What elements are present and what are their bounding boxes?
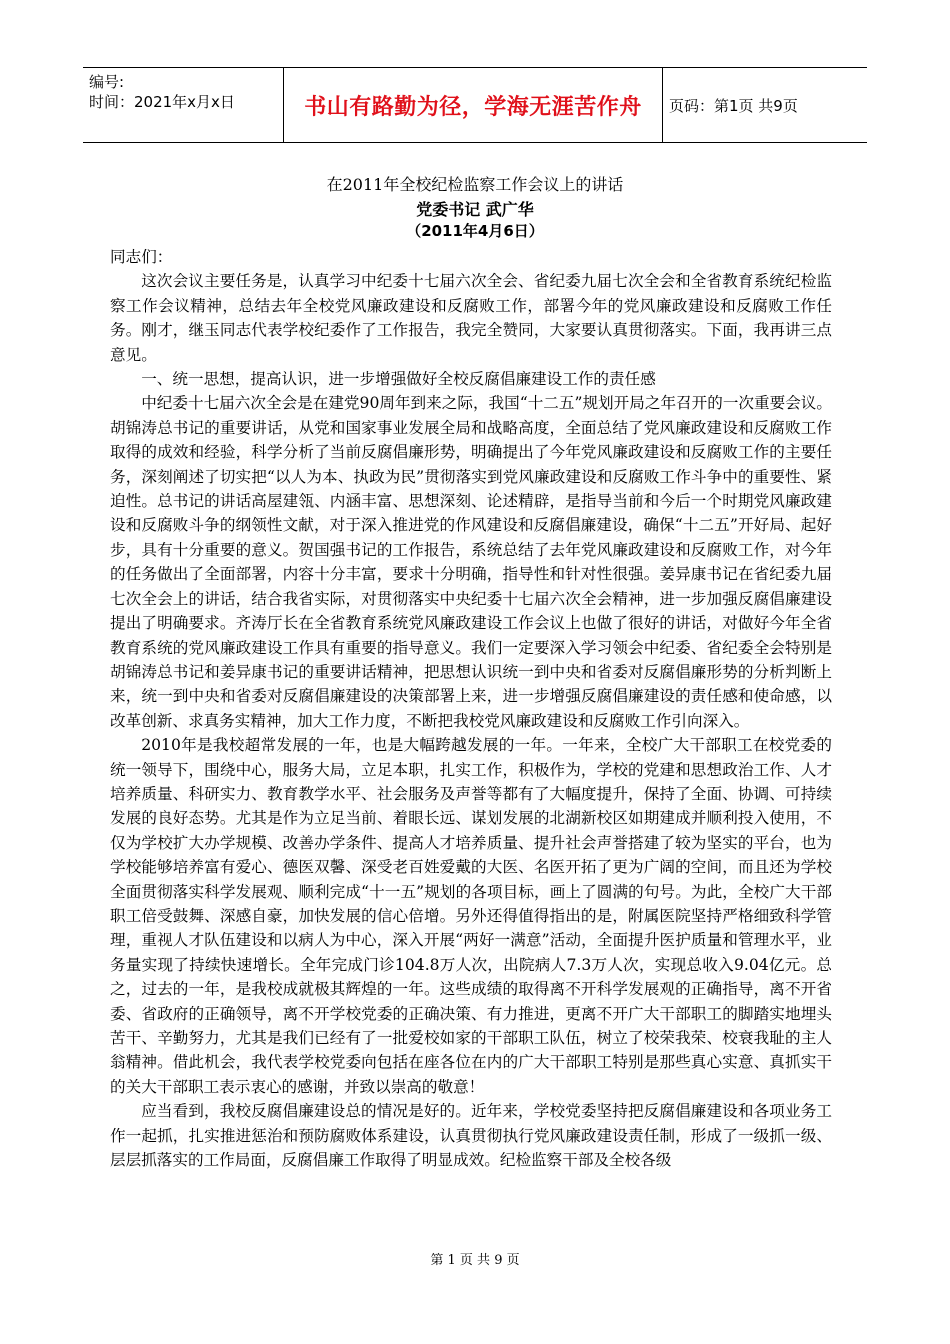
paragraph: 这次会议主要任务是，认真学习中纪委十七届六次全会、省纪委九届七次全会和全省教育系统纪检监察工作会议精神，总结去年全校党风廉政建设和反腐败工作，部署今年的党风廉政建设和反腐败工作任务。刚才，继玉同志代表学校纪委作了工作报告，我完全赞同，大家要认真贯彻落实。下面，我再讲三点意见。: [110, 272, 832, 364]
date-label: 时间：2021年x月x日: [89, 93, 235, 111]
speech-body: [110, 245, 832, 1172]
section-heading: 一、统一思想，提高认识，进一步增强做好全校反腐倡廉建设工作的责任感: [141, 370, 656, 389]
page-info: 页码：第1页 共9页: [669, 96, 798, 115]
serial-label: 编号:: [89, 73, 125, 91]
header-meta: [83, 68, 283, 142]
paragraph: 2010年是我校超常发展的一年，也是大幅跨越发展的一年。一年来，全校广大干部职工在校党委的统一领导下，围绕中心，服务大局，立足本职，扎实工作，积极作为，学校的党建和思想政治工作、人才培养质量、科研实力、教育教学水平、社会服务及声誉等都有了大幅度提升，保持了全面、协调、可持续发展的良好态势。尤其是作为立足当前、着眼长远、谋划发展的北湖新校区如期建成并顺利投入使用，不仅为学校扩大办学规模、改善办学条件、提高人才培养质量、提升社会声誉搭建了较为坚实的平台，也为学校能够培养富有爱心、德医双馨、深受老百姓爱戴的大医、名医开拓了更为广阔的空间，而且还为学校全面贯彻落实科学发展观、顺利完成“十一五”规划的各项目标，画上了圆满的句号。为此，全校广大干部职工倍受鼓舞、深感自豪，加快发展的信心倍增。另外还得值得指出的是，附属医院坚持严格细致科学管理，重视人才队伍建设和以病人为中心，深入开展“两好一满意”活动，全面提升医护质量和管理水平，业务量实现了持续快速增长。全年完成门诊104.8万人次，出院病人7.3万人次，实现总收入9.04亿元。总之，过去的一年，是我校成就极其辉煌的一年。这些成绩的取得离不开科学发展观的正确指导，离不开省委、省政府的正确领导，离不开学校党委的正确决策、有力推进，更离不开广大干部职工的脚踏实地埋头苦干、辛勤努力，尤其是我们已经有了一批爱校如家的干部职工队伍，树立了校荣我荣、校衰我耻的主人翁精神。借此机会，我代表学校党委向包括在座各位在内的广大干部职工特别是那些真心实意、真抓实干的关大干部职工表示衷心的感谢，并致以崇高的敬意！: [110, 736, 832, 1096]
header-motto-cell: [283, 68, 663, 142]
salutation: 同志们：: [110, 248, 173, 266]
speaker-line: 党委书记 武广华: [416, 200, 534, 219]
document-title: 在2011年全校纪检监察工作会议上的讲话: [326, 175, 624, 194]
header-table: [83, 67, 867, 143]
header-page-cell: [663, 68, 867, 142]
page-footer: 第 1 页 共 9 页: [430, 1253, 520, 1268]
motto: 书山有路勤为径，学海无涯苦作舟: [304, 94, 642, 120]
speech-date: （2011年4月6日）: [406, 222, 544, 240]
paragraph: 中纪委十七届六次全会是在建党90周年到来之际，我国“十二五”规划开局之年召开的一次重要会议。胡锦涛总书记的重要讲话，从党和国家事业发展全局和战略高度，全面总结了党风廉政建设和反腐败工作取得的成效和经验，科学分析了当前反腐倡廉形势，明确提出了今年党风廉政建设和反腐败工作的主要任务，深刻阐述了切实把“以人为本、执政为民”贯彻落实到党风廉政建设和反腐败工作斗争中的重要性、紧迫性。总书记的讲话高屋建瓴、内涵丰富、思想深刻、论述精辟，是指导当前和今后一个时期党风廉政建设和反腐败斗争的纲领性文献，对于深入推进党的作风建设和反腐倡廉建设，确保“十二五”开好局、起好步，具有十分重要的意义。贺国强书记的工作报告，系统总结了去年党风廉政建设和反腐败工作，对今年的任务做出了全面部署，内容十分丰富，要求十分明确，指导性和针对性很强。姜异康书记在省纪委九届七次全会上的讲话，结合我省实际，对贯彻落实中央纪委十七届六次全会精神，进一步加强反腐倡廉建设提出了明确要求。齐涛厅长在全省教育系统党风廉政建设工作会议上也做了很好的讲话，对做好今年全省教育系统的党风廉政建设工作具有重要的指导意义。我们一定要深入学习领会中纪委、省纪委全会特别是胡锦涛总书记和姜异康书记的重要讲话精神，把思想认识统一到中央和省委对反腐倡廉形势的分析判断上来，统一到中央和省委对反腐倡廉建设的决策部署上来，进一步增强反腐倡廉建设的责任感和使命感，以改革创新、求真务实精神，加大工作力度，不断把我校党风廉政建设和反腐败工作引向深入。: [110, 394, 832, 730]
paragraph: 应当看到，我校反腐倡廉建设总的情况是好的。近年来，学校党委坚持把反腐倡廉建设和各项业务工作一起抓，扎实推进惩治和预防腐败体系建设，认真贯彻执行党风廉政建设责任制，形成了一级抓一级、层层抓落实的工作局面，反腐倡廉工作取得了明显成效。纪检监察干部及全校各级: [110, 1102, 832, 1170]
